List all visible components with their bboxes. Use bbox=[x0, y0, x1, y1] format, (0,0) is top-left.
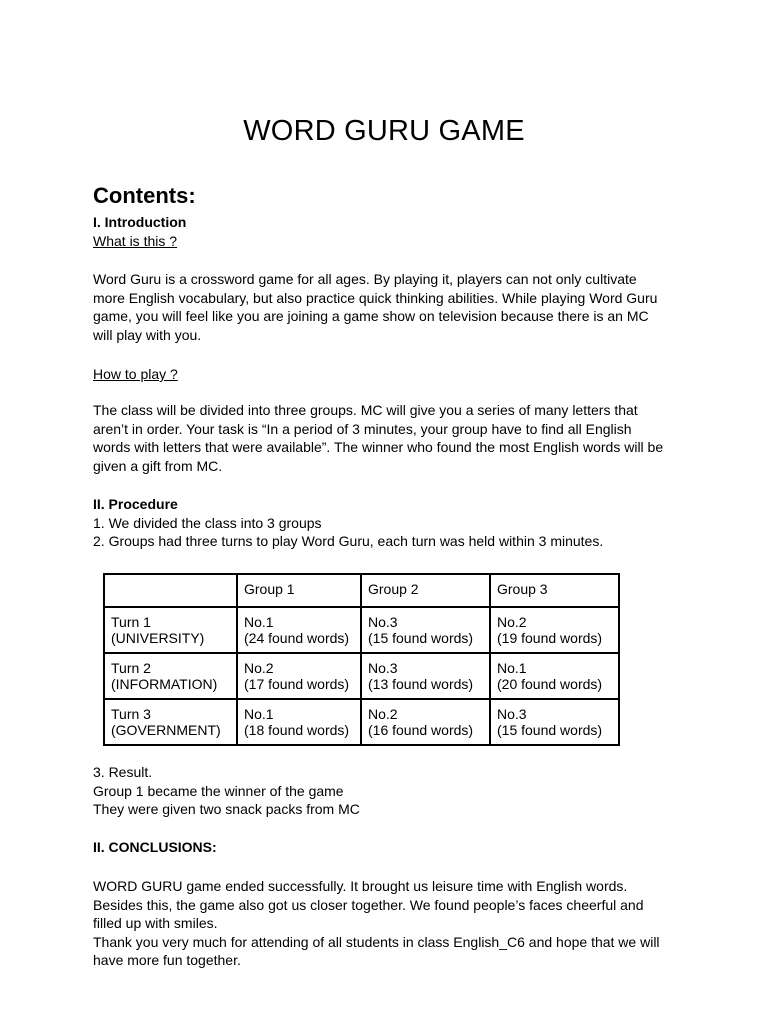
result-section bbox=[93, 763, 693, 819]
table-cell: No.1 (24 found words) bbox=[237, 607, 361, 653]
paragraph-line: Thank you very much for attending of all students in class English_C6 and hope that we will bbox=[93, 933, 660, 950]
turn-cell: Turn 3 (GOVERNMENT) bbox=[104, 699, 237, 745]
result-line: 3. Result. bbox=[93, 764, 153, 780]
table-cell: No.2 (19 found words) bbox=[490, 607, 619, 653]
procedure-heading: II. Procedure bbox=[93, 496, 178, 512]
results-table bbox=[103, 573, 620, 746]
table-cell: No.1 (20 found words) bbox=[490, 653, 619, 699]
table-row bbox=[104, 699, 619, 745]
procedure-step: 1. We divided the class into 3 groups bbox=[93, 514, 322, 531]
how-to-play-paragraph bbox=[93, 401, 693, 475]
what-is-this-heading: What is this ? bbox=[93, 232, 178, 249]
paragraph-line: words with letters that were available”. The winner who found the most English words will be bbox=[93, 439, 664, 456]
paragraph-line: game, you will feel like you are joining a game show on television because there is an MC bbox=[93, 308, 649, 325]
table-header-cell: Group 2 bbox=[361, 574, 490, 607]
table-row bbox=[104, 607, 619, 653]
paragraph-line: more English vocabulary, but also practice quick thinking abilities. While playing Word Guru bbox=[93, 289, 658, 306]
how-to-play-heading: How to play ? bbox=[93, 366, 178, 382]
introduction-section bbox=[93, 213, 693, 250]
procedure-step: 2. Groups had three turns to play Word Guru, each turn was held within 3 minutes. bbox=[93, 533, 604, 550]
table-cell: No.3 (15 found words) bbox=[361, 607, 490, 653]
procedure-section bbox=[93, 495, 693, 551]
paragraph-line: The class will be divided into three groups. MC will give you a series of many letters that bbox=[93, 402, 638, 418]
paragraph-line: aren’t in order. Your task is “In a period of 3 minutes, your group have to find all English bbox=[93, 420, 632, 437]
paragraph-line: filled up with smiles. bbox=[93, 915, 218, 932]
table-cell: No.2 (16 found words) bbox=[361, 699, 490, 745]
paragraph-line: Besides this, the game also got us closer together. We found people’s faces cheerful and bbox=[93, 896, 644, 913]
paragraph-line: Word Guru is a crossword game for all ages. By playing it, players can not only cultivate bbox=[93, 271, 637, 287]
result-line: Group 1 became the winner of the game bbox=[93, 782, 344, 799]
table-cell: No.3 (15 found words) bbox=[490, 699, 619, 745]
table-row bbox=[104, 653, 619, 699]
table-header-cell bbox=[104, 574, 237, 607]
conclusions-heading: II. CONCLUSIONS: bbox=[93, 839, 217, 855]
what-is-this-paragraph bbox=[93, 270, 693, 344]
conclusions-paragraph bbox=[93, 877, 693, 970]
table-cell: No.1 (18 found words) bbox=[237, 699, 361, 745]
paragraph-line: given a gift from MC. bbox=[93, 457, 223, 474]
paragraph-line: will play with you. bbox=[93, 326, 202, 343]
paragraph-line: have more fun together. bbox=[93, 952, 241, 969]
contents-heading: Contents: bbox=[93, 183, 196, 208]
turn-cell: Turn 1 (UNIVERSITY) bbox=[104, 607, 237, 653]
table-header-cell: Group 1 bbox=[237, 574, 361, 607]
turn-cell: Turn 2 (INFORMATION) bbox=[104, 653, 237, 699]
table-header-cell: Group 3 bbox=[490, 574, 619, 607]
result-line: They were given two snack packs from MC bbox=[93, 801, 360, 818]
table-cell: No.3 (13 found words) bbox=[361, 653, 490, 699]
introduction-heading: I. Introduction bbox=[93, 214, 187, 230]
document-title: WORD GURU GAME bbox=[243, 115, 525, 147]
how-to-play-heading-block bbox=[93, 365, 693, 384]
conclusions-heading-block bbox=[93, 838, 693, 857]
table-header-row bbox=[104, 574, 619, 607]
paragraph-line: WORD GURU game ended successfully. It brought us leisure time with English words. bbox=[93, 878, 628, 894]
table-cell: No.2 (17 found words) bbox=[237, 653, 361, 699]
